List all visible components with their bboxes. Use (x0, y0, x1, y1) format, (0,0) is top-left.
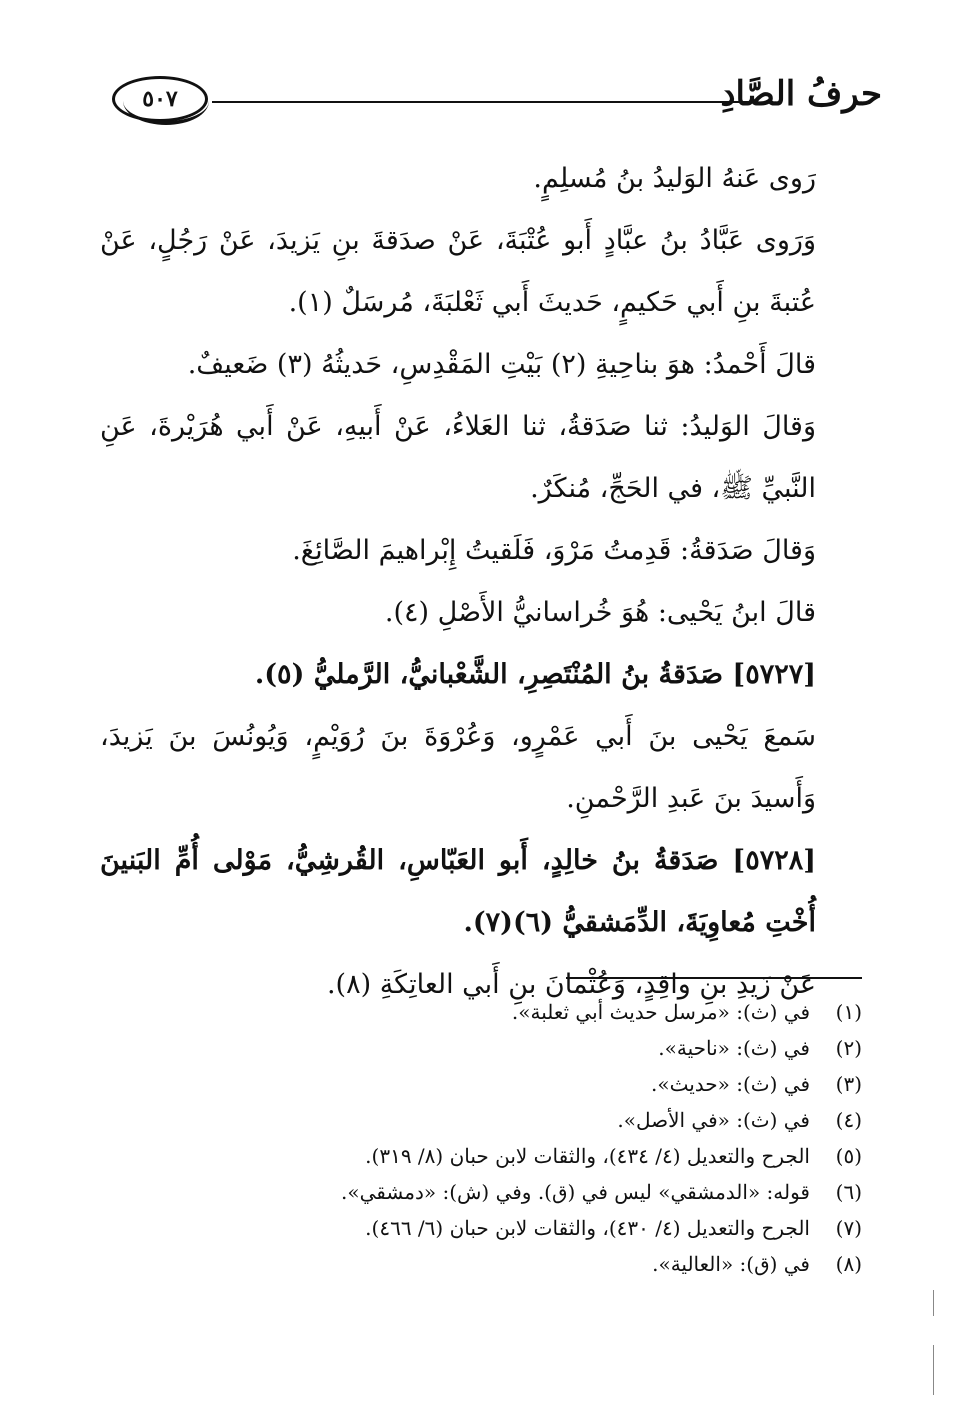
footnote-number: (٣) (835, 1072, 862, 1096)
footnote (162, 1102, 862, 1138)
header-rule (212, 101, 752, 103)
footnote-text: الجرح والتعديل (٤/ ٤٣٤)، والثقات لابن حبان (٨/ ٣١٩). (365, 1144, 810, 1168)
page-number-badge (112, 76, 208, 122)
margin-mark (933, 1345, 934, 1395)
footnote (162, 1030, 862, 1066)
footnote-text: في (ث): «ناحية». (658, 1036, 810, 1060)
footnote-text: في (ق): «العالية». (652, 1252, 810, 1276)
footnote (162, 1246, 862, 1282)
footnotes (162, 994, 862, 1282)
body-paragraph: قالَ ابنُ يَحْيى: هُوَ خُراسانيُّ الأَصْلِ (٤). (384, 597, 816, 628)
page-header (112, 70, 882, 130)
entry-heading: [٥٧٢٨] صَدَقةُ بنُ خالِدٍ، أَبو العَبّاسِ، القُرشِيُّ، مَوْلى أُمِّ البَنينَ أُخْتِ مُعاوِيَةَ، الدِّمَشقيُّ (٦)(٧). (100, 845, 816, 938)
footnote-number: (٦) (835, 1180, 862, 1204)
margin-mark (933, 1290, 934, 1316)
footnote-number: (١) (835, 1000, 862, 1024)
body-paragraph: وَرَوى عَبَّادُ بنُ عبَّادٍ أَبو عُتْبَةَ، عَنْ صدَقةَ بنِ يَزيدَ، عَنْ رَجُلٍ، عَنْ عُتبةَ بنِ أَبي حَكيمٍ، حَديثَ أَبي ثَعْلبَةَ، مُرسَلٌ (١). (100, 225, 816, 318)
footnote (162, 1066, 862, 1102)
body-paragraph: وَقالَ الوَليدُ: ثنا صَدَقةُ، ثنا العَلاءُ، عَنْ أَبيهِ، عَنْ أَبي هُرَيْرةَ، عَنِ النَّبيِّ ﷺ، في الحَجِّ، مُنكَرٌ. (100, 411, 816, 504)
footnote-number: (٢) (835, 1036, 862, 1060)
body-paragraph: قالَ أَحْمدُ: هوَ بناحِيةِ (٢) بَيْتِ المَقْدِسِ، حَديثُهُ (٣) ضَعيفٌ. (187, 349, 816, 380)
page-number: ٥٠٧ (142, 86, 178, 112)
footnote-text: في (ث): «مرسل حديث أبي ثعلبة». (511, 1000, 810, 1024)
footnote-number: (٤) (835, 1108, 862, 1132)
footnote (162, 1210, 862, 1246)
chapter-title: حرفُ الصَّادِ (720, 74, 882, 114)
body-paragraph: رَوى عَنهُ الوَليدُ بنُ مُسلِمٍ. (533, 163, 816, 194)
footnote-number: (٥) (835, 1144, 862, 1168)
main-text (100, 148, 862, 1016)
footnote-number: (٨) (835, 1252, 862, 1276)
footnote (162, 1138, 862, 1174)
body-paragraph: سَمعَ يَحْيى بنَ أَبي عَمْرٍو، وَعُرْوَةَ بنَ رُوَيْمٍ، وَيُونُسَ بنَ يَزيدَ، وَأَسيدَ بنَ عَبدِ الرَّحْمنِ. (100, 721, 816, 814)
footnote (162, 994, 862, 1030)
entry-heading: [٥٧٢٧] صَدَقةُ بنُ المُنْتَصِرِ، الشَّعْبانيُّ، الرَّمليُّ (٥). (254, 659, 816, 690)
footnote-text: في (ث): «في الأصل». (617, 1108, 810, 1132)
footnote (162, 1174, 862, 1210)
footnote-text: قوله: «الدمشقي» ليس في (ق). وفي (ش): «دمشقي». (341, 1180, 810, 1204)
footnote-number: (٧) (835, 1216, 862, 1240)
footnote-text: في (ث): «حديث». (650, 1072, 810, 1096)
body-paragraph: عَنْ زَيدِ بنِ واقِدٍ، وَعُثْمانَ بنِ أَبي العاتِكَةِ (٨). (326, 969, 816, 1000)
footnote-text: الجرح والتعديل (٤/ ٤٣٠)، والثقات لابن حبان (٦/ ٤٦٦). (365, 1216, 810, 1240)
body-paragraph: وَقالَ صَدَقةُ: قَدِمتُ مَرْوَ، فَلَقيتُ إِبْراهيمَ الصَّائِغَ. (292, 535, 816, 566)
footnote-separator (566, 977, 862, 979)
